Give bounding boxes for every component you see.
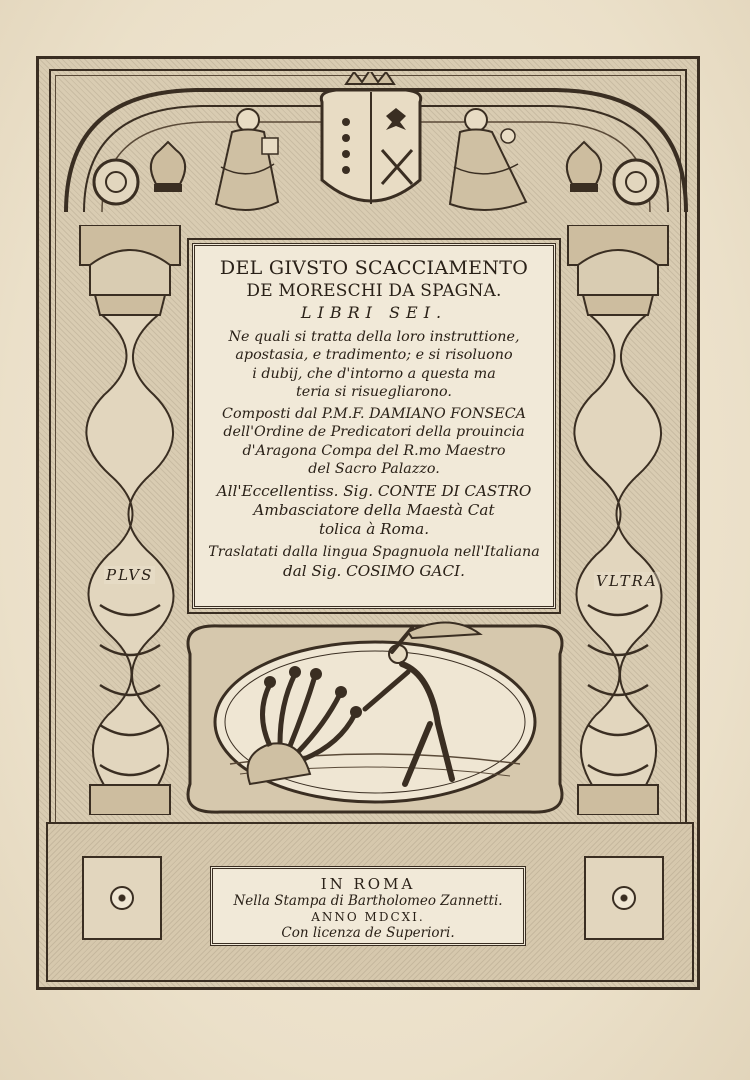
dedication-line: Ambasciatore della Maestà Cat: [253, 501, 495, 520]
title-line-1: DEL GIVSTO SCACCIAMENTO: [219, 257, 529, 279]
hercules-hydra-medallion: [180, 614, 570, 824]
left-pedestal-panel: [82, 856, 162, 940]
imprint-license: Con licenza de Superiori.: [281, 925, 455, 941]
left-column-motto: PLVS: [106, 566, 154, 584]
right-urn-icon: [567, 142, 601, 192]
right-solomonic-column: [558, 225, 678, 815]
left-solomonic-column: [70, 225, 190, 815]
title-line-3: LIBRI SEI.: [300, 303, 448, 322]
author-line: d'Aragona Compa del R.mo Maestro: [242, 442, 506, 459]
subject-line: teria si risuegliarono.: [296, 383, 452, 400]
dedication-line: All'Eccellentiss. Sig. CONTE DI CASTRO: [216, 482, 532, 501]
imprint-year: ANNO MDCXI.: [311, 910, 425, 924]
subject-line: Ne quali si tratta della loro instruttione,: [228, 329, 520, 345]
right-allegorical-figure-icon: [450, 109, 526, 210]
author-line: Composti dal P.M.F. DAMIANO FONSECA: [222, 406, 526, 423]
title-cartouche: [192, 243, 556, 609]
subject-line: i dubij, che d'intorno a questa ma: [252, 365, 496, 382]
left-allegorical-figure-icon: [216, 109, 278, 210]
rosette-icon: [110, 886, 134, 910]
dedication-line: tolica à Roma.: [318, 520, 430, 539]
rosette-icon: [612, 886, 636, 910]
left-urn-icon: [151, 142, 185, 192]
imprint-printer: Nella Stampa di Bartholomeo Zannetti.: [233, 893, 503, 909]
right-column-motto: VLTRA: [596, 572, 658, 590]
imprint-place: IN ROMA: [320, 875, 416, 893]
translation-line: Traslatati dalla lingua Spagnuola nell'Italiana: [208, 544, 540, 561]
right-pedestal-panel: [584, 856, 664, 940]
author-line: del Sacro Palazzo.: [308, 461, 440, 478]
pediment-arch: [56, 72, 696, 222]
coat-of-arms-icon: [321, 72, 420, 204]
title-line-2: DE MORESCHI DA SPAGNA.: [246, 281, 502, 301]
imprint-panel: [210, 866, 526, 946]
translation-line: dal Sig. COSIMO GACI.: [283, 561, 465, 580]
subject-line: apostasia, e tradimento; e si risoluono: [235, 347, 513, 364]
author-line: dell'Ordine de Predicatori della prouincia: [223, 424, 525, 441]
